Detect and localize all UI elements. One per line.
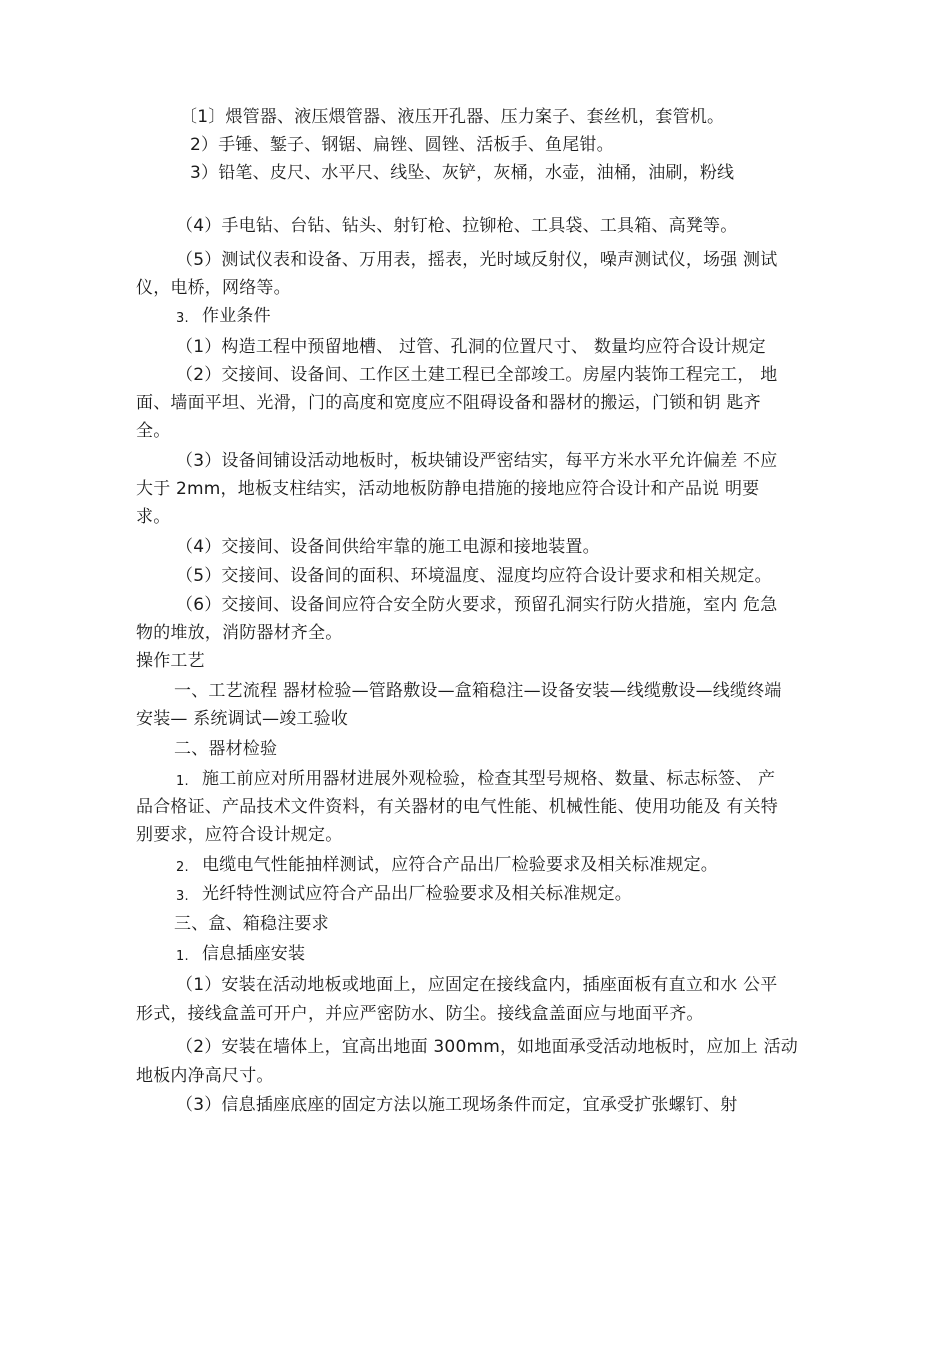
section-heading: 二、器材检验 [174,739,278,759]
section-heading: 操作工艺 [136,651,205,671]
text-line: 面、墙面平坦、光滑，门的高度和宽度应不阻碍设备和器材的搬运，门锁和钥 匙齐 [136,393,761,413]
text-line: （6）交接间、设备间应符合安全防火要求，预留孔洞实行防火措施，室内 危急 [176,595,778,615]
list-number: 3. [176,889,189,904]
section-heading: 三、盒、箱稳注要求 [174,914,329,934]
text-line: 求。 [136,507,171,527]
list-number: 1. [176,774,189,789]
section-heading: 信息插座安装 [202,944,306,964]
text-line: 品合格证、产品技术文件资料，有关器材的电气性能、机械性能、使用功能及 有关特 [136,797,779,817]
text-line: 大于 2mm，地板支柱结实，活动地板防静电措施的接地应符合设计和产品说 明要 [136,479,760,499]
list-number: 1. [176,949,189,964]
text-line: 3）铅笔、皮尺、水平尺、线坠、灰铲，灰桶，水壶，油桶，油刷，粉线 [190,163,735,183]
section-heading: 作业条件 [202,306,271,326]
text-line: （3）信息插座底座的固定方法以施工现场条件而定，宜承受扩张螺钉、射 [176,1095,738,1115]
list-number: 2. [176,860,189,875]
list-number: 3. [176,311,189,326]
text-line: （1）安装在活动地板或地面上，应固定在接线盒内，插座面板有直立和水 公平 [176,975,778,995]
text-line: （2）安装在墙体上，宜高出地面 300mm，如地面承受活动地板时，应加上 活动 [176,1037,798,1057]
text-line: 仪，电桥，网络等。 [136,278,291,298]
text-line: （5）测试仪表和设备、万用表，摇表，光时域反射仪，噪声测试仪，场强 测试 [176,250,778,270]
text-line: 一、工艺流程 器材检验—管路敷设—盒箱稳注—设备安装—线缆敷设—线缆终端 [174,681,782,701]
text-line: （3）设备间铺设活动地板时，板块铺设严密结实，每平方米水平允许偏差 不应 [176,451,778,471]
text-line: （1）构造工程中预留地槽、 过管、孔洞的位置尺寸、 数量均应符合设计规定 [176,337,766,357]
text-line: 别要求，应符合设计规定。 [136,825,343,845]
text-line: 全。 [136,421,171,441]
text-line: 光纤特性测试应符合产品出厂检验要求及相关标准规定。 [202,884,632,904]
text-line: 地板内净高尺寸。 [136,1066,274,1086]
text-line: 〔1〕煨管器、液压煨管器、液压开孔器、压力案子、套丝机，套管机。 [180,107,725,127]
text-line: 形式，接线盒盖可开户，并应严密防水、防尘。接线盒盖面应与地面平齐。 [136,1004,704,1024]
text-line: （5）交接间、设备间的面积、环境温度、湿度均应符合设计要求和相关规定。 [176,566,772,586]
text-line: 物的堆放，消防器材齐全。 [136,623,343,643]
text-line: （2）交接间、设备间、工作区土建工程已全部竣工。房屋内装饰工程完工， 地 [176,365,778,385]
text-line: （4）手电钻、台钻、钻头、射钉枪、拉铆枪、工具袋、工具箱、高凳等。 [176,216,738,236]
text-line: 电缆电气性能抽样测试，应符合产品出厂检验要求及相关标准规定。 [202,855,718,875]
text-line: 安装— 系统调试—竣工验收 [136,709,349,729]
text-line: （4）交接间、设备间供给牢靠的施工电源和接地装置。 [176,537,600,557]
text-line: 2）手锤、錾子、钢锯、扁锉、圆锉、活板手、鱼尾钳。 [190,135,614,155]
text-line: 施工前应对所用器材进展外观检验，检查其型号规格、数量、标志标签、 产 [202,769,776,789]
